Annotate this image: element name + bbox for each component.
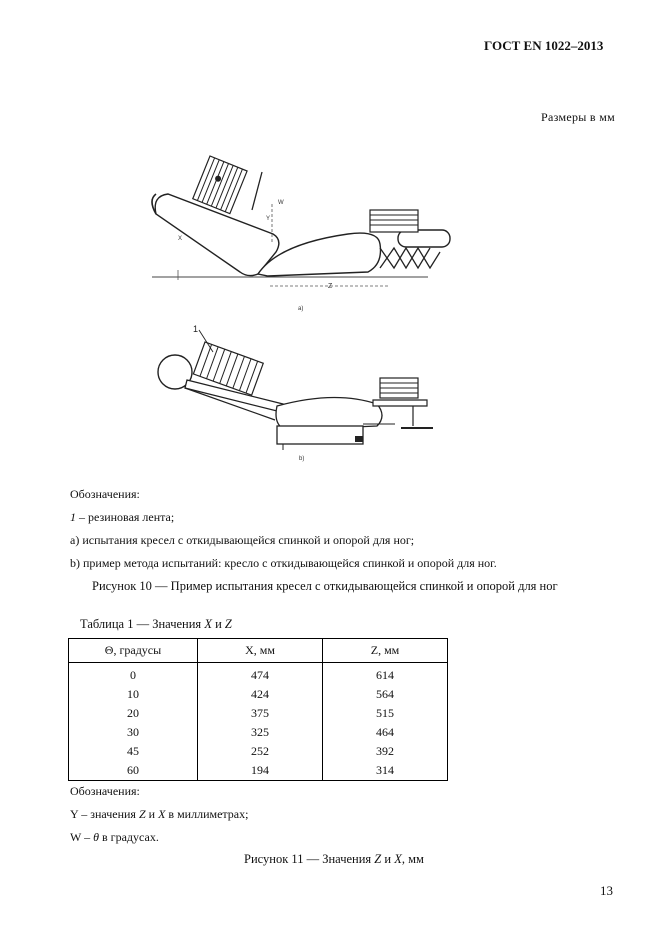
table-row — [69, 704, 448, 723]
note-y — [70, 807, 248, 822]
legend-item-1 — [70, 510, 174, 525]
note-w-theta: θ — [93, 830, 100, 844]
table-title-x: X — [204, 617, 212, 631]
legend-item-b: b) пример метода испытаний: кресло с откидывающейся спинкой и опорой для ног. — [70, 556, 497, 570]
table-cell: 0 — [69, 663, 198, 686]
table-cell: 10 — [69, 685, 198, 704]
figure-11-caption — [244, 852, 424, 867]
note-y-prefix: Y – значения — [70, 807, 139, 821]
table-row — [69, 723, 448, 742]
table-cell: 515 — [323, 704, 448, 723]
note-w-suffix: в градусах. — [99, 830, 159, 844]
figure-a-dim-z: Z — [328, 283, 333, 290]
table-cell: 325 — [198, 723, 323, 742]
table-cell: 614 — [323, 663, 448, 686]
table-cell: 30 — [69, 723, 198, 742]
figure-11-caption-x: X — [394, 852, 402, 866]
table-cell: 45 — [69, 742, 198, 761]
figure-a-dim-w: W — [278, 200, 284, 206]
table-cell: 194 — [198, 761, 323, 781]
table-cell: 252 — [198, 742, 323, 761]
table-header-x: X, мм — [198, 639, 323, 663]
figure-b-marker: 1 — [193, 324, 199, 334]
figure-10-caption: Рисунок 10 — Пример испытания кресел с откидывающейся спинкой и опорой для ног — [92, 579, 558, 593]
table-header-theta: Θ, градусы — [69, 639, 198, 663]
note-w-prefix: W – — [70, 830, 94, 844]
dimensions-note: Размеры в мм — [540, 110, 615, 124]
table-title-and: и — [211, 617, 225, 631]
notes-title: Обозначения: — [70, 784, 140, 798]
standard-code: ГОСТ EN 1022–2013 — [484, 38, 604, 53]
figure-a-recliner-test — [148, 152, 458, 312]
table-cell: 474 — [198, 663, 323, 686]
table-header-z: Z, мм — [323, 639, 448, 663]
table-cell: 314 — [323, 761, 448, 781]
table-row — [69, 761, 448, 781]
legend-item-1-text: – резиновая лента; — [76, 510, 175, 524]
figure-a-dim-y: Y — [266, 216, 271, 222]
table-cell: 424 — [198, 685, 323, 704]
note-y-x: X — [158, 807, 166, 821]
note-y-z: Z — [138, 807, 146, 821]
figure-a-sublabel: a) — [298, 306, 304, 312]
table-title — [80, 617, 232, 632]
values-table — [68, 638, 448, 781]
legend-item-a: а) испытания кресел с откидывающейся спинкой и опорой для ног; — [70, 533, 415, 547]
figure-a-dim-x: X — [178, 236, 183, 242]
page-number: 13 — [600, 883, 613, 898]
table-row — [69, 663, 448, 686]
table-title-z: Z — [224, 617, 232, 631]
figure-b-test-method — [155, 320, 440, 465]
legend-item-1-num: 1 — [70, 510, 76, 524]
table-cell: 392 — [323, 742, 448, 761]
note-w — [70, 830, 159, 845]
figure-11-caption-z: Z — [374, 852, 382, 866]
table-row — [69, 685, 448, 704]
table-cell: 464 — [323, 723, 448, 742]
table-title-prefix: Таблица 1 — Значения — [80, 617, 205, 631]
table-cell: 564 — [323, 685, 448, 704]
legend-title: Обозначения: — [70, 487, 140, 501]
note-y-suffix: в миллиметрах; — [165, 807, 249, 821]
table-cell: 375 — [198, 704, 323, 723]
figure-11-caption-prefix: Рисунок 11 — Значения — [244, 852, 375, 866]
table-cell: 60 — [69, 761, 198, 781]
note-y-and: и — [145, 807, 159, 821]
figure-b-sublabel: b) — [299, 456, 305, 462]
table-row — [69, 742, 448, 761]
figure-11-caption-suffix: , мм — [401, 852, 424, 866]
table-cell: 20 — [69, 704, 198, 723]
figure-11-caption-and: и — [381, 852, 395, 866]
